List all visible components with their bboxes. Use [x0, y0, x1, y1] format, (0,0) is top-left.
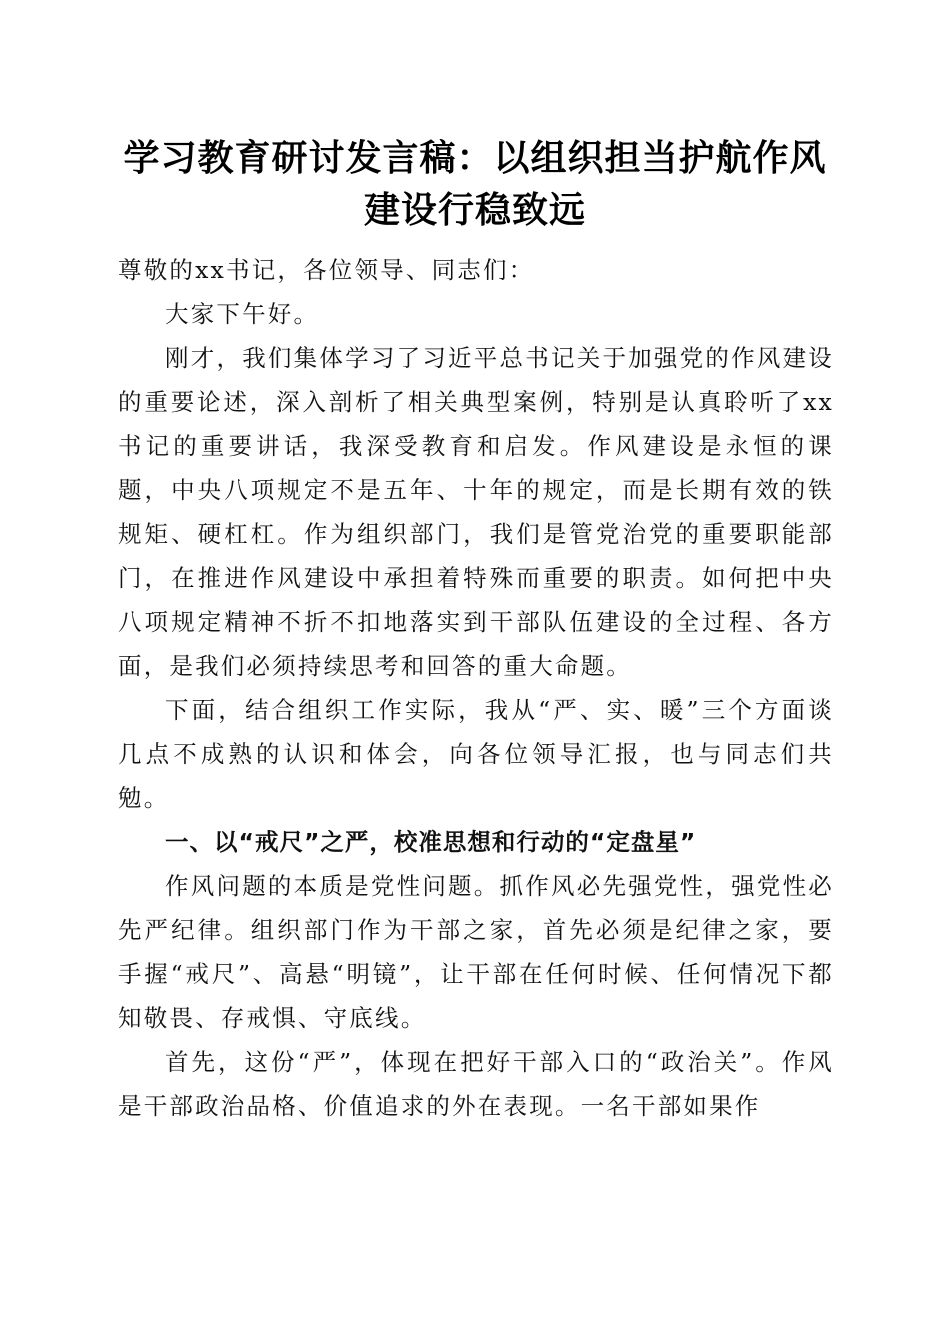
paragraph-greeting: 大家下午好。 — [165, 300, 320, 328]
section-1-paragraph: 作风问题的本质是党性问题。抓作风必先强党性，强党性必先严纪律。组织部门作为干部之家，首先必须是纪律之家，要手握“戒尺”、高悬“明镜”，让干部在任何时候、任何情况下都知敬畏、存戒惧、守底线。 — [118, 872, 834, 1032]
document-title: 学习教育研讨发言稿：以组织担当护航作风建设行稳致远 — [123, 137, 827, 231]
salutation: 尊敬的xx书记，各位领导、同志们： — [118, 256, 535, 284]
paragraph-intro: 刚才，我们集体学习了习近平总书记关于加强党的作风建设的重要论述，深入剖析了相关典型案例，特别是认真聆听了xx书记的重要讲话，我深受教育和启发。作风建设是永恒的课题，中央八项规定不是五年、十年的规定，而是长期有效的铁规矩、硬杠杠。作为组织部门，我们是管党治党的重要职能部门，在推进作风建设中承担着特殊而重要的职责。如何把中央八项规定精神不折不扣地落实到干部队伍建设的全过程、各方面，是我们必须持续思考和回答的重大命题。 — [118, 344, 834, 680]
paragraph-outline: 下面，结合组织工作实际，我从“严、实、暖”三个方面谈几点不成熟的认识和体会，向各位领导汇报，也与同志们共勉。 — [118, 696, 834, 812]
document-body — [118, 248, 834, 1128]
section-1-paragraph: 首先，这份“严”，体现在把好干部入口的“政治关”。作风是干部政治品格、价值追求的外在表现。一名干部如果作 — [118, 1048, 834, 1120]
section-heading-1: 一、以“戒尺”之严，校准思想和行动的“定盘星” — [165, 828, 697, 856]
